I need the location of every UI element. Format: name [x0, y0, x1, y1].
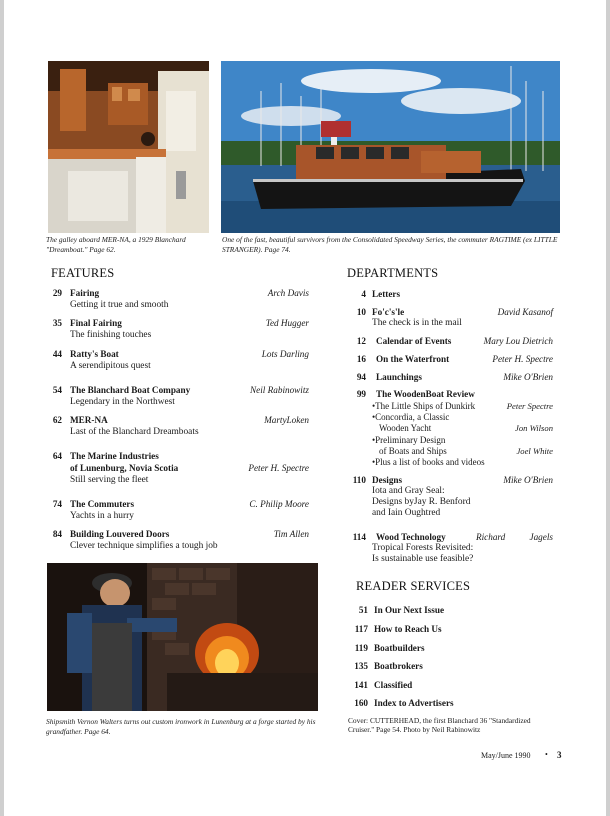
department-page: 4 [361, 289, 366, 299]
feature-author: Arch Davis [267, 288, 309, 298]
service-page: 160 [354, 698, 368, 708]
service-title: Boatbuilders [374, 643, 425, 653]
review-author: Peter Spectre [506, 401, 553, 411]
feature-title: The Commuters [70, 499, 135, 509]
review-line: of Boats and Ships [379, 446, 447, 456]
features-heading: FEATURES [51, 266, 115, 280]
department-title: Letters [372, 289, 401, 299]
footer-issue: May/June 1990 [481, 751, 531, 760]
feature-page: 29 [52, 288, 62, 298]
departments-heading: DEPARTMENTS [347, 266, 439, 280]
department-title: The WoodenBoat Review [376, 389, 475, 399]
review-line: •Preliminary Design [372, 435, 446, 445]
review-author: Jon Wilson [515, 423, 553, 433]
department-author: Mike O'Brien [503, 372, 553, 382]
department-author: Mary Lou Dietrich [483, 336, 553, 346]
service-title: Classified [374, 680, 413, 690]
review-line: •The Little Ships of Dunkirk [372, 401, 476, 411]
service-title: In Our Next Issue [374, 605, 445, 615]
department-page: 12 [356, 336, 366, 346]
department-subtitle: Iota and Gray Seal: [372, 486, 445, 496]
feature-page: 44 [52, 349, 62, 359]
feature-page: 54 [52, 385, 62, 395]
review-author: Joel White [516, 446, 553, 456]
ragtime-caption: One of the fast, beautiful survivors from the Consolidated Speedway Series, the commuter RAGTIME (ex LITTLE STRANGER). Page 74. [222, 235, 558, 254]
feature-page: 74 [52, 499, 62, 509]
service-page: 119 [354, 643, 368, 653]
department-title: Calendar of Events [376, 336, 452, 346]
feature-title-line2: of Lunenburg, Novia Scotia [70, 463, 179, 473]
feature-title: MER-NA [70, 415, 108, 425]
feature-title: Ratty's Boat [70, 349, 119, 359]
department-subtitle-line2: Is sustainable use feasible? [372, 554, 474, 564]
feature-author: C. Philip Moore [249, 499, 309, 509]
department-title: Fo'c's'le [372, 307, 405, 317]
feature-title: The Marine Industries [70, 451, 159, 461]
department-page: 16 [356, 354, 366, 364]
forge-caption: Shipsmith Vernon Walters turns out custom ironwork in Lunenburg at a forge started by his grandfather. Page 64. [46, 717, 316, 736]
department-title: Launchings [376, 372, 422, 382]
magazine-page [4, 0, 606, 816]
department-page: 114 [352, 532, 366, 542]
feature-author: MartyLoken [264, 415, 309, 425]
department-subtitle-line2: Designs byJay R. Benford [372, 497, 471, 507]
service-title: How to Reach Us [374, 624, 442, 634]
feature-subtitle: Yachts in a hurry [70, 511, 134, 521]
service-title: Index to Advertisers [374, 698, 454, 708]
department-author: David Kasanof [497, 307, 553, 317]
forge-photo [47, 563, 318, 711]
department-title: Designs [372, 475, 403, 485]
feature-subtitle: Legendary in the Northwest [70, 397, 175, 407]
department-page: 94 [356, 372, 366, 382]
feature-subtitle: Last of the Blanchard Dreamboats [70, 427, 199, 437]
feature-subtitle: Getting it true and smooth [70, 300, 169, 310]
department-title: On the Waterfront [376, 354, 450, 364]
cover-note: Cover: CUTTERHEAD, the first Blanchard 36 "Standardized Cruiser." Page 54. Photo by Neil Rabinowitz [348, 716, 531, 735]
service-page: 51 [358, 605, 368, 615]
feature-page: 64 [52, 451, 62, 461]
feature-subtitle: Clever technique simplifies a tough job [70, 541, 218, 551]
feature-title: Final Fairing [70, 318, 122, 328]
feature-page: 35 [52, 318, 62, 328]
department-page: 110 [352, 475, 366, 485]
service-page: 141 [354, 680, 368, 690]
feature-subtitle: The finishing touches [70, 330, 152, 340]
reader-services-heading: READER SERVICES [356, 579, 471, 593]
feature-subtitle: A serendipitous quest [70, 361, 151, 371]
feature-author: Lots Darling [261, 349, 309, 359]
galley-photo [48, 61, 209, 233]
department-author-surname: Jagels [529, 532, 553, 542]
department-author: Peter H. Spectre [492, 354, 553, 364]
department-subtitle: The check is in the mail [372, 318, 462, 328]
service-page: 135 [354, 661, 368, 671]
service-page: 117 [354, 624, 368, 634]
feature-author: Ted Hugger [265, 318, 309, 328]
review-line: •Concordia, a Classic [372, 412, 450, 422]
feature-title: Building Louvered Doors [70, 529, 170, 539]
feature-page: 62 [52, 415, 62, 425]
department-subtitle-line3: and Iain Oughtred [372, 508, 441, 518]
department-author: Richard [476, 532, 506, 542]
department-page: 99 [356, 389, 366, 399]
department-page: 10 [356, 307, 366, 317]
ragtime-photo [221, 61, 560, 233]
feature-page: 84 [52, 529, 62, 539]
service-title: Boatbrokers [374, 661, 423, 671]
feature-author: Neil Rabinowitz [250, 385, 309, 395]
feature-title: The Blanchard Boat Company [70, 385, 191, 395]
feature-author: Tim Allen [273, 529, 309, 539]
page-number: 3 [557, 750, 562, 760]
feature-author: Peter H. Spectre [248, 463, 309, 473]
feature-subtitle: Still serving the fleet [70, 475, 149, 485]
review-line: •Plus a list of books and videos [372, 457, 485, 467]
galley-caption: The galley aboard MER-NA, a 1929 Blanchard "Dreamboat." Page 62. [46, 235, 186, 254]
department-subtitle: Tropical Forests Revisited: [372, 543, 474, 553]
review-line: Wooden Yacht [379, 423, 432, 433]
department-author: Mike O'Brien [503, 475, 553, 485]
department-title: Wood Technology [376, 532, 446, 542]
footer-bullet: • [545, 750, 548, 759]
feature-title: Fairing [70, 288, 100, 298]
